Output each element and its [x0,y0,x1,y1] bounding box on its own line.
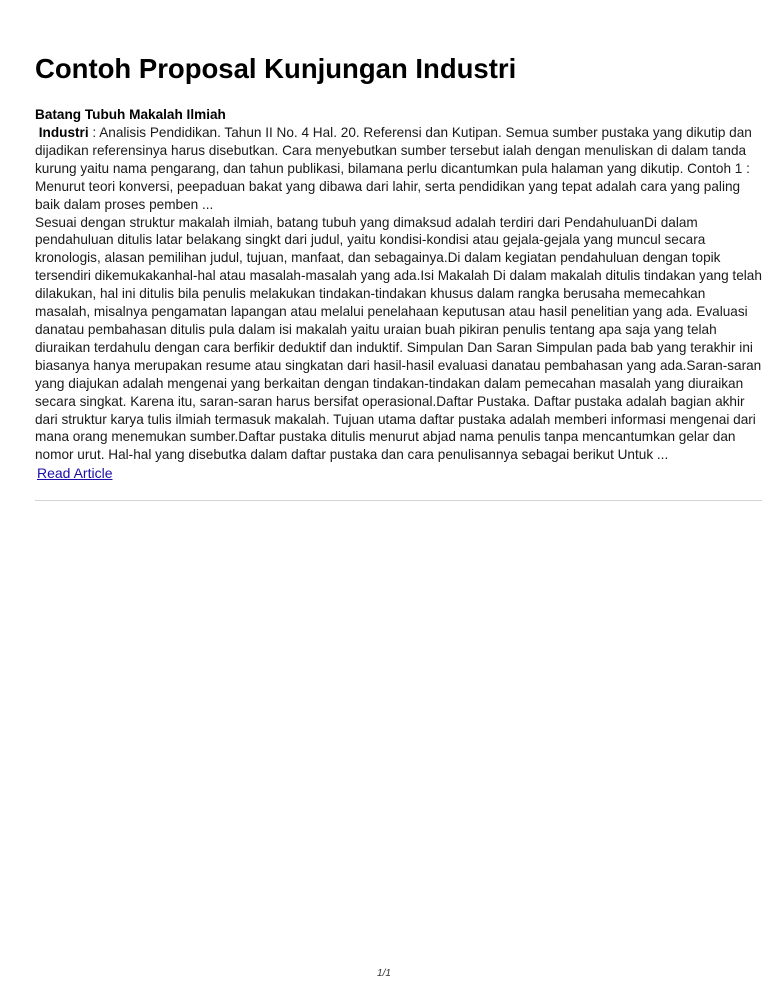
article-keyword: Industri [38,125,89,140]
article-paragraph-1 [35,124,762,214]
article-divider [35,500,762,501]
article-paragraph-1-text: : Analisis Pendidikan. Tahun II No. 4 Hal. 20. Referensi dan Kutipan. Semua sumber pustaka yang dikutip dan dijadikan referensinya harus disebutkan. Cara menyebutkan sumber tersebut ialah dengan menuliskan di dalam tanda kurung yaitu nama pengarang, dan tahun publikasi, bilamana perlu dicantumkan pula halaman yang dikutip. Contoh 1 : Menurut teori konversi, peepaduan bakat yang dibawa dari lahir, serta pendidikan yang tepat adalah cara yang paling baik dalam proses pemben ... [35,125,752,212]
page-title: Contoh Proposal Kunjungan Industri [35,53,517,84]
article-entry [35,106,762,483]
article-subtitle: Batang Tubuh Makalah Ilmiah [35,107,226,122]
article-paragraph-2: Sesuai dengan struktur makalah ilmiah, batang tubuh yang dimaksud adalah terdiri dari PendahuluanDi dalam pendahuluan ditulis latar belakang singkt dari judul, yaitu kondisi-kondisi atau gejala-gejala yang muncul secara kronologis, alasan pemilihan judul, tujuan, manfaat, dan sebagainya.Di dalam kegiatan pendahuluan dengan topik tersendiri dikemukakanhal-hal atau masalah-masalah yang ada.Isi Makalah Di dalam makalah ditulis tindakan yang telah dilakukan, hal ini ditulis bila penulis melakukan tindakan-tindakan khusus dalam rangka berusaha memecahkan masalah, misalnya pengamatan lapangan atau melalui penelahaan keputusan atau hasil penelitian yang ada. Evaluasi danatau pembahasan ditulis pula dalam isi makalah yaitu uraian buah pikiran penulis tentang apa saja yang telah diuraikan terdahulu dengan cara berfikir deduktif dan induktif. Simpulan Dan Saran Simpulan pada bab yang terakhir ini biasanya hanya merupakan resume atau singkatan dari hasil-hasil evaluasi danatau pembahasan yang ada.Saran-saran yang diajukan adalah mengenai yang berkaitan dengan tindakan-tindakan dalam pemecahan masalah yang diuraikan secara singkat. Karena itu, saran-saran harus bersifat operasional.Daftar Pustaka. Daftar pustaka adalah bagian akhir dari struktur karya tulis ilmiah termasuk makalah. Tujuan utama daftar pustaka adalah memberi informasi mengenai dari mana orang menemukan sumber.Daftar pustaka ditulis menurut abjad nama penulis tanpa mencantumkan gelar dan nomor urut. Hal-hal yang disebutka dalam daftar pustaka dan cara penulisannya sebagai berikut Untuk ... [35,214,762,463]
read-article-link[interactable]: Read Article [37,465,113,482]
page-number: 1/1 [377,968,391,979]
